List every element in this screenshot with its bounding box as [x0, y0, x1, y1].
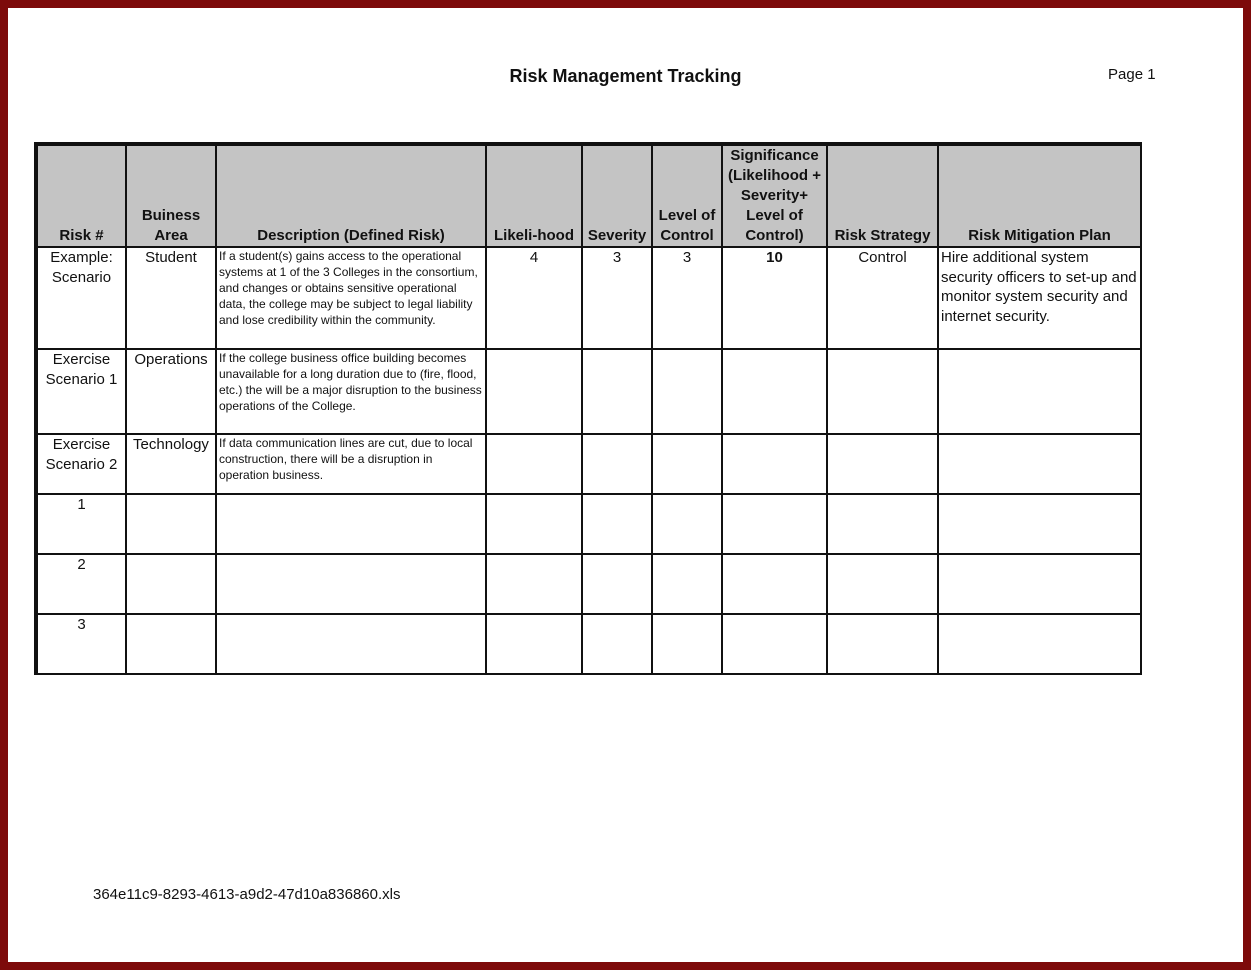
cell-severity: 3 — [582, 247, 652, 349]
cell-risk: 2 — [36, 554, 126, 614]
header-business-area: Buiness Area — [126, 144, 216, 247]
cell-severity — [582, 614, 652, 674]
cell-plan — [938, 349, 1141, 434]
cell-strategy — [827, 494, 938, 554]
cell-area — [126, 554, 216, 614]
cell-control — [652, 614, 722, 674]
table-row — [36, 349, 1141, 434]
cell-control: 3 — [652, 247, 722, 349]
cell-risk: 3 — [36, 614, 126, 674]
cell-significance — [722, 349, 827, 434]
cell-strategy — [827, 434, 938, 494]
cell-plan: Hire additional system security officers to set-up and monitor system security and internet security. — [938, 247, 1141, 349]
cell-significance — [722, 554, 827, 614]
cell-severity — [582, 554, 652, 614]
cell-strategy: Control — [827, 247, 938, 349]
header-risk-number: Risk # — [36, 144, 126, 247]
cell-risk: Example: Scenario — [36, 247, 126, 349]
header-significance: Significance (Likelihood + Severity+ Level of Control) — [722, 144, 827, 247]
cell-likelihood: 4 — [486, 247, 582, 349]
cell-description — [216, 554, 486, 614]
cell-area — [126, 494, 216, 554]
cell-risk: Exercise Scenario 1 — [36, 349, 126, 434]
footer-filename: 364e11c9-8293-4613-a9d2-47d10a836860.xls — [93, 886, 401, 903]
cell-strategy — [827, 349, 938, 434]
cell-likelihood — [486, 614, 582, 674]
header-severity: Severity — [582, 144, 652, 247]
table-row — [36, 247, 1141, 349]
cell-area: Technology — [126, 434, 216, 494]
table-row — [36, 434, 1141, 494]
header-description: Description (Defined Risk) — [216, 144, 486, 247]
header-level-of-control: Level of Control — [652, 144, 722, 247]
cell-likelihood — [486, 434, 582, 494]
cell-control — [652, 434, 722, 494]
cell-significance — [722, 614, 827, 674]
header-risk-strategy: Risk Strategy — [827, 144, 938, 247]
cell-description — [216, 494, 486, 554]
cell-risk: Exercise Scenario 2 — [36, 434, 126, 494]
cell-description: If a student(s) gains access to the operational systems at 1 of the 3 Colleges in the consortium, and changes or obtains sensitive operational data, the college may be subject to legal liability and lose credibility within the community. — [216, 247, 486, 349]
cell-area: Operations — [126, 349, 216, 434]
header-mitigation-plan: Risk Mitigation Plan — [938, 144, 1141, 247]
cell-risk: 1 — [36, 494, 126, 554]
cell-plan — [938, 554, 1141, 614]
cell-severity — [582, 349, 652, 434]
cell-likelihood — [486, 554, 582, 614]
cell-plan — [938, 494, 1141, 554]
header-likelihood: Likeli-hood — [486, 144, 582, 247]
cell-description — [216, 614, 486, 674]
cell-plan — [938, 434, 1141, 494]
cell-description: If data communication lines are cut, due to local construction, there will be a disruption in operation business. — [216, 434, 486, 494]
cell-significance — [722, 434, 827, 494]
table-row — [36, 614, 1141, 674]
cell-likelihood — [486, 494, 582, 554]
cell-area — [126, 614, 216, 674]
page-number: Page 1 — [1108, 66, 1156, 83]
cell-plan — [938, 614, 1141, 674]
cell-likelihood — [486, 349, 582, 434]
cell-area: Student — [126, 247, 216, 349]
cell-strategy — [827, 554, 938, 614]
cell-severity — [582, 434, 652, 494]
cell-severity — [582, 494, 652, 554]
cell-significance — [722, 494, 827, 554]
table-row — [36, 554, 1141, 614]
cell-significance: 10 — [722, 247, 827, 349]
cell-strategy — [827, 614, 938, 674]
header-row — [36, 144, 1141, 247]
page-title: Risk Management Tracking — [509, 66, 742, 86]
cell-control — [652, 349, 722, 434]
risk-table — [34, 142, 1142, 675]
cell-description: If the college business office building becomes unavailable for a long duration due to (fire, flood, etc.) the will be a major disruption to the business operations of the College. — [216, 349, 486, 434]
cell-control — [652, 494, 722, 554]
table-row — [36, 494, 1141, 554]
cell-control — [652, 554, 722, 614]
